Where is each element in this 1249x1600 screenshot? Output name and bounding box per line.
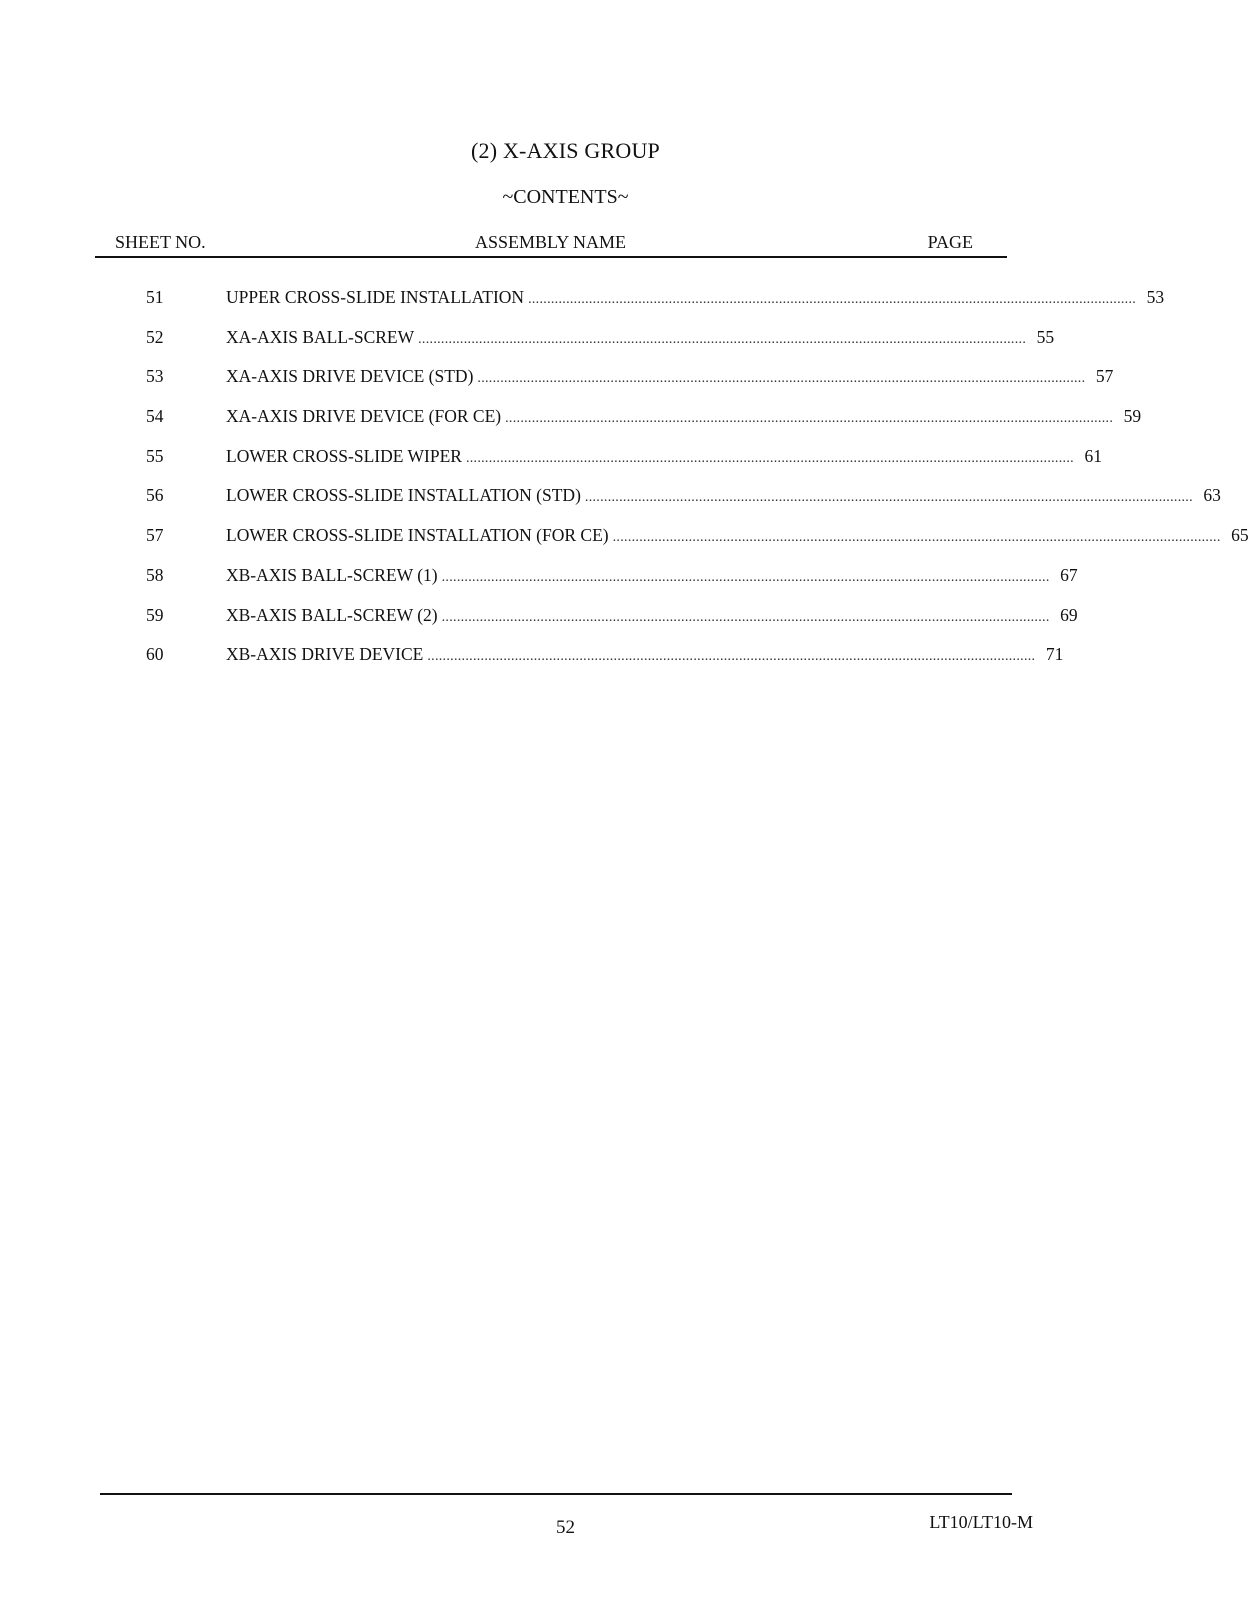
dot-leader: ................................................................................................................................................................	[584, 490, 1193, 506]
assembly-name: LOWER CROSS-SLIDE WIPER	[226, 445, 462, 466]
contents-list	[0, 286, 1249, 683]
contents-entry	[226, 524, 1249, 549]
contents-entry	[226, 484, 1221, 509]
sheet-number: 52	[146, 326, 164, 347]
page-number: 52	[556, 1517, 575, 1538]
contents-entry	[226, 405, 1142, 430]
sheet-number: 54	[146, 406, 164, 427]
assembly-name: UPPER CROSS-SLIDE INSTALLATION	[226, 287, 525, 307]
page-number-ref: 53	[1146, 287, 1165, 307]
assembly-name: XB-AXIS BALL-SCREW (1)	[226, 564, 438, 585]
page-number-ref: 69	[1060, 604, 1078, 625]
dot-leader: ................................................................................................................................................................	[612, 530, 1221, 546]
contents-entry	[226, 286, 1165, 311]
contents-row	[0, 604, 1131, 644]
assembly-name: XB-AXIS DRIVE DEVICE	[226, 644, 424, 665]
page-number-ref: 65	[1231, 525, 1249, 546]
dot-leader: ................................................................................................................................................................	[477, 371, 1086, 387]
contents-row	[0, 286, 1165, 326]
contents-row	[0, 326, 1131, 366]
page-number-ref: 61	[1084, 445, 1102, 466]
contents-row	[0, 643, 1131, 683]
contents-row	[0, 405, 1142, 445]
assembly-name: LOWER CROSS-SLIDE INSTALLATION (FOR CE)	[226, 525, 609, 546]
contents-entry	[226, 604, 1078, 629]
contents-row	[0, 445, 1131, 485]
contents-subtitle: ~CONTENTS~	[502, 186, 629, 208]
page-number-ref: 71	[1045, 644, 1064, 665]
page-number-ref: 57	[1095, 366, 1114, 387]
document-code: LT10/LT10-M	[929, 1512, 1033, 1532]
dot-leader: ................................................................................................................................................................	[441, 569, 1050, 585]
column-header-page: PAGE	[927, 232, 973, 252]
assembly-name: XA-AXIS BALL-SCREW	[226, 326, 415, 347]
page-number-ref: 59	[1123, 406, 1142, 427]
dot-leader: ................................................................................................................................................................	[441, 609, 1050, 625]
assembly-name: LOWER CROSS-SLIDE INSTALLATION (STD)	[226, 485, 581, 506]
sheet-number: 60	[146, 644, 164, 665]
assembly-name: XA-AXIS DRIVE DEVICE (STD)	[226, 366, 474, 387]
page-number-ref: 67	[1060, 564, 1078, 585]
sheet-number: 58	[146, 564, 164, 585]
sheet-number: 55	[146, 445, 164, 466]
footer-divider	[100, 1493, 1012, 1495]
dot-leader: ................................................................................................................................................................	[418, 331, 1027, 347]
contents-row	[0, 564, 1131, 604]
assembly-name: XA-AXIS DRIVE DEVICE (FOR CE)	[226, 406, 502, 427]
column-headers	[95, 232, 1007, 258]
contents-entry	[226, 326, 1055, 351]
page-number-ref: 55	[1036, 326, 1055, 347]
header-divider	[95, 256, 1007, 258]
contents-row	[0, 484, 1221, 524]
contents-entry	[226, 445, 1102, 470]
contents-entry	[226, 643, 1064, 668]
sheet-number: 59	[146, 604, 164, 625]
dot-leader: ................................................................................................................................................................	[427, 649, 1036, 665]
contents-entry	[226, 365, 1114, 390]
column-header-sheet-no: SHEET NO.	[115, 232, 206, 252]
contents-entry	[226, 564, 1078, 589]
dot-leader: ................................................................................................................................................................	[528, 292, 1137, 307]
sheet-number: 57	[146, 525, 164, 546]
assembly-name: XB-AXIS BALL-SCREW (2)	[226, 604, 438, 625]
dot-leader: ................................................................................................................................................................	[505, 411, 1114, 427]
page-number-ref: 63	[1203, 485, 1221, 506]
sheet-number: 56	[146, 485, 164, 506]
contents-row	[0, 365, 1131, 405]
column-header-assembly-name: ASSEMBLY NAME	[475, 232, 627, 252]
sheet-number: 53	[146, 366, 164, 387]
section-title: (2) X-AXIS GROUP	[471, 138, 660, 163]
sheet-number: 51	[146, 287, 164, 307]
contents-row	[0, 524, 1249, 564]
dot-leader: ................................................................................................................................................................	[465, 450, 1074, 466]
